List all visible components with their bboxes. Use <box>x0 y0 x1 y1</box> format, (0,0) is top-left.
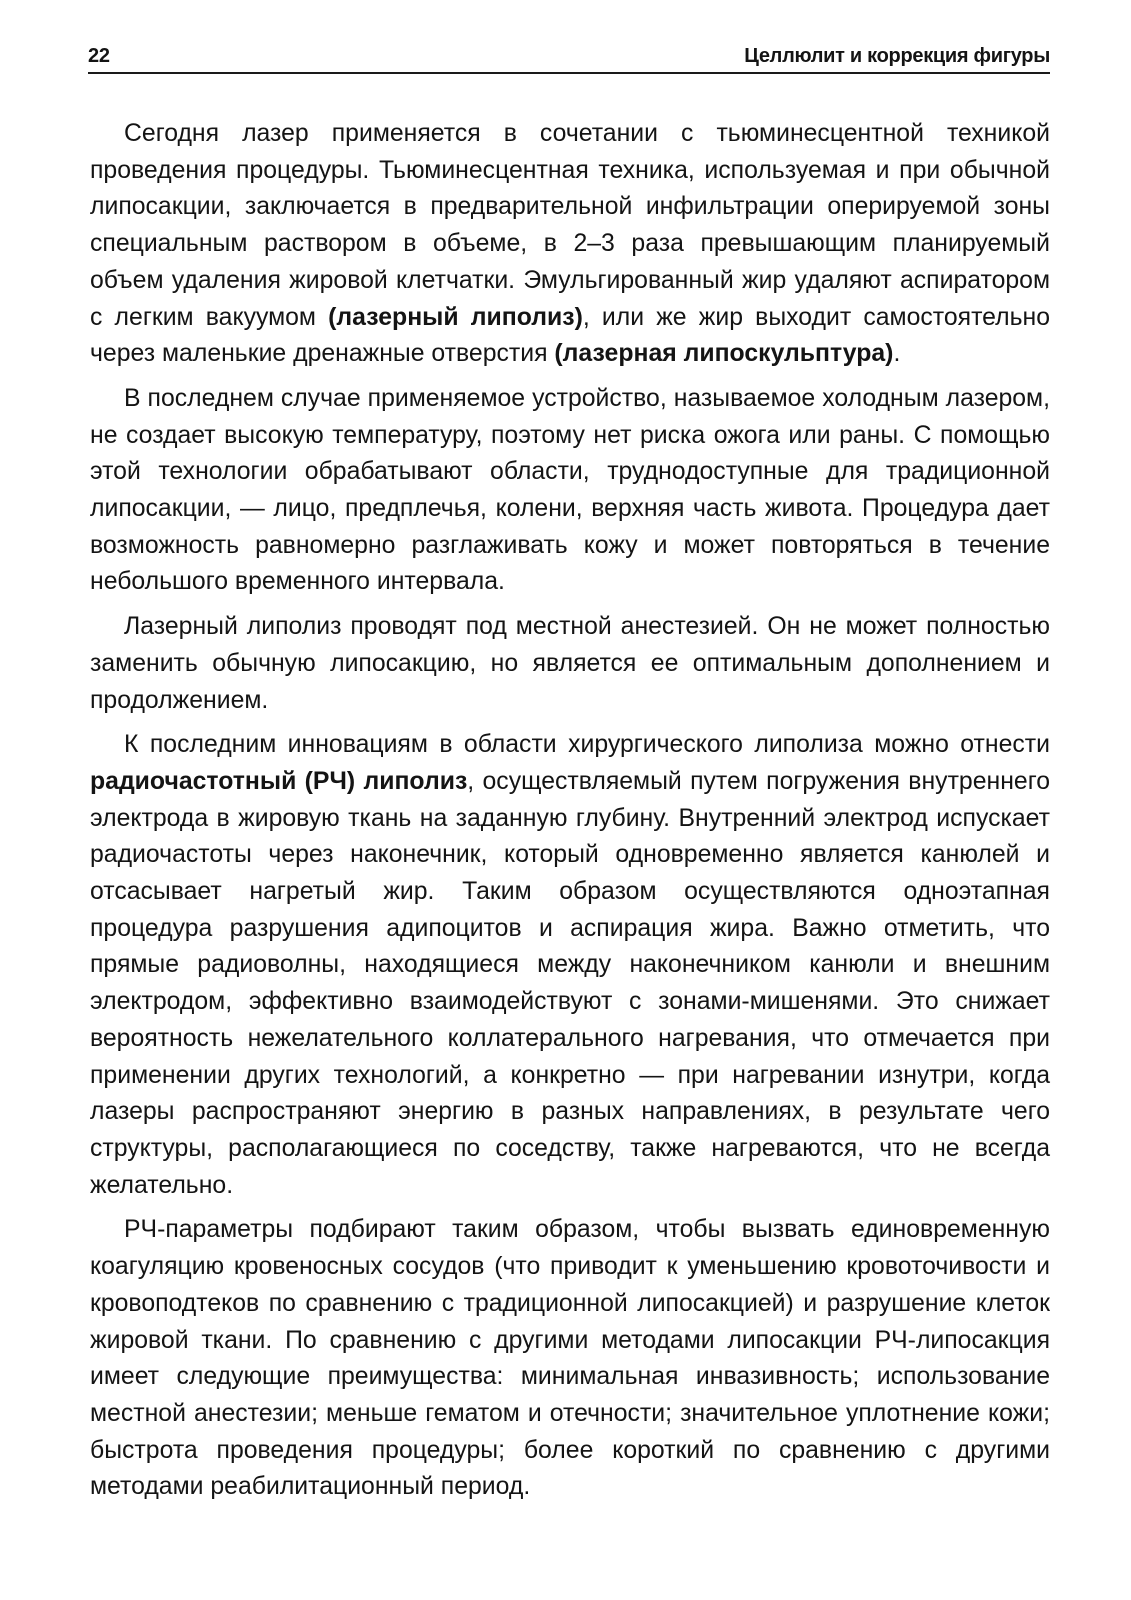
paragraph-text: К последним инновациям в области хирургического липолиза можно отнести <box>124 731 1050 759</box>
term-laser-lipolysis: (лазерный липолиз) <box>328 303 583 331</box>
paragraph-text: РЧ-параметры подбирают таким образом, чтобы вызвать единовременную коагуляцию кровеносных сосудов (что приводит к уменьшению кровоточивости и кровоподтеков по сравнению с традиционной липосакцией) и разрушение клеток жировой ткани. По сравнению с другими методами липосакции РЧ-липосакция имеет следующие преимущества: минимальная инвазивность; использование местной анестезии; меньше гематом и отечности; значительное уплотнение кожи; быстрота проведения процедуры; более короткий по сравнению с другими методами реабилитационный период. <box>90 1216 1050 1501</box>
term-laser-liposculpture: (лазерная липоскульптура) <box>554 340 894 368</box>
page-number: 22 <box>88 45 110 67</box>
paragraph-text: Сегодня лазер применяется в сочетании с тьюминесцентной техникой проведения процедуры. Тьюминесцентная техника, используемая и при обычной липосакции, заключается в предварительной инфильтрации оперируемой зоны специальным раствором в объеме, в 2–3 раза превышающим планируемый объем удаления жировой клетчатки. Эмульгированный жир удаляют аспиратором с легким вакуумом <box>90 120 1050 331</box>
paragraph-1 <box>90 116 1050 373</box>
paragraph-text: . <box>893 340 901 368</box>
paragraph-text: , или же жир выходит самостоятельно через маленькие дренажные отверстия <box>90 303 1050 368</box>
paragraph-text: Лазерный липолиз проводят под местной анестезией. Он не может полностью заменить обычную липосакцию, но является ее оптимальным дополнением и продолжением. <box>90 613 1050 714</box>
header-rule <box>88 72 1050 74</box>
running-title: Целлюлит и коррекция фигуры <box>744 45 1050 67</box>
paragraph-2 <box>90 381 1050 601</box>
paragraph-5 <box>90 1212 1050 1506</box>
paragraph-text: , осуществляемый путем погружения внутреннего электрода в жировую ткань на заданную глубину. Внутренний электрод испускает радиочастоты через наконечник, который одновременно является канюлей и отсасывает нагретый жир. Таким образом осуществляются одноэтапная процедура разрушения адипоцитов и аспирация жира. Важно отметить, что прямые радиоволны, находящиеся между наконечником канюли и внешним электродом, эффективно взаимодействуют с зонами-мишенями. Это снижает вероятность нежелательного коллатерального нагревания, что отмечается при применении других технологий, а конкретно — при нагревании изнутри, когда лазеры распространяют энергию в разных направлениях, в результате чего структуры, располагающиеся по соседству, также нагреваются, что не всегда желательно. <box>90 767 1050 1199</box>
body-text <box>90 116 1050 1514</box>
paragraph-text: В последнем случае применяемое устройство, называемое холодным лазером, не создает высокую температуру, поэтому нет риска ожога или раны. С помощью этой технологии обрабатывают области, труднодоступные для традиционной липосакции, — лицо, предплечья, колени, верхняя часть живота. Процедура дает возможность равномерно разглаживать кожу и может повторяться в течение небольшого временного интервала. <box>90 384 1050 596</box>
term-rf-lipolysis: радиочастотный (РЧ) липолиз <box>90 767 468 795</box>
paragraph-4 <box>90 727 1050 1204</box>
paragraph-3 <box>90 609 1050 719</box>
running-head <box>88 36 1050 68</box>
